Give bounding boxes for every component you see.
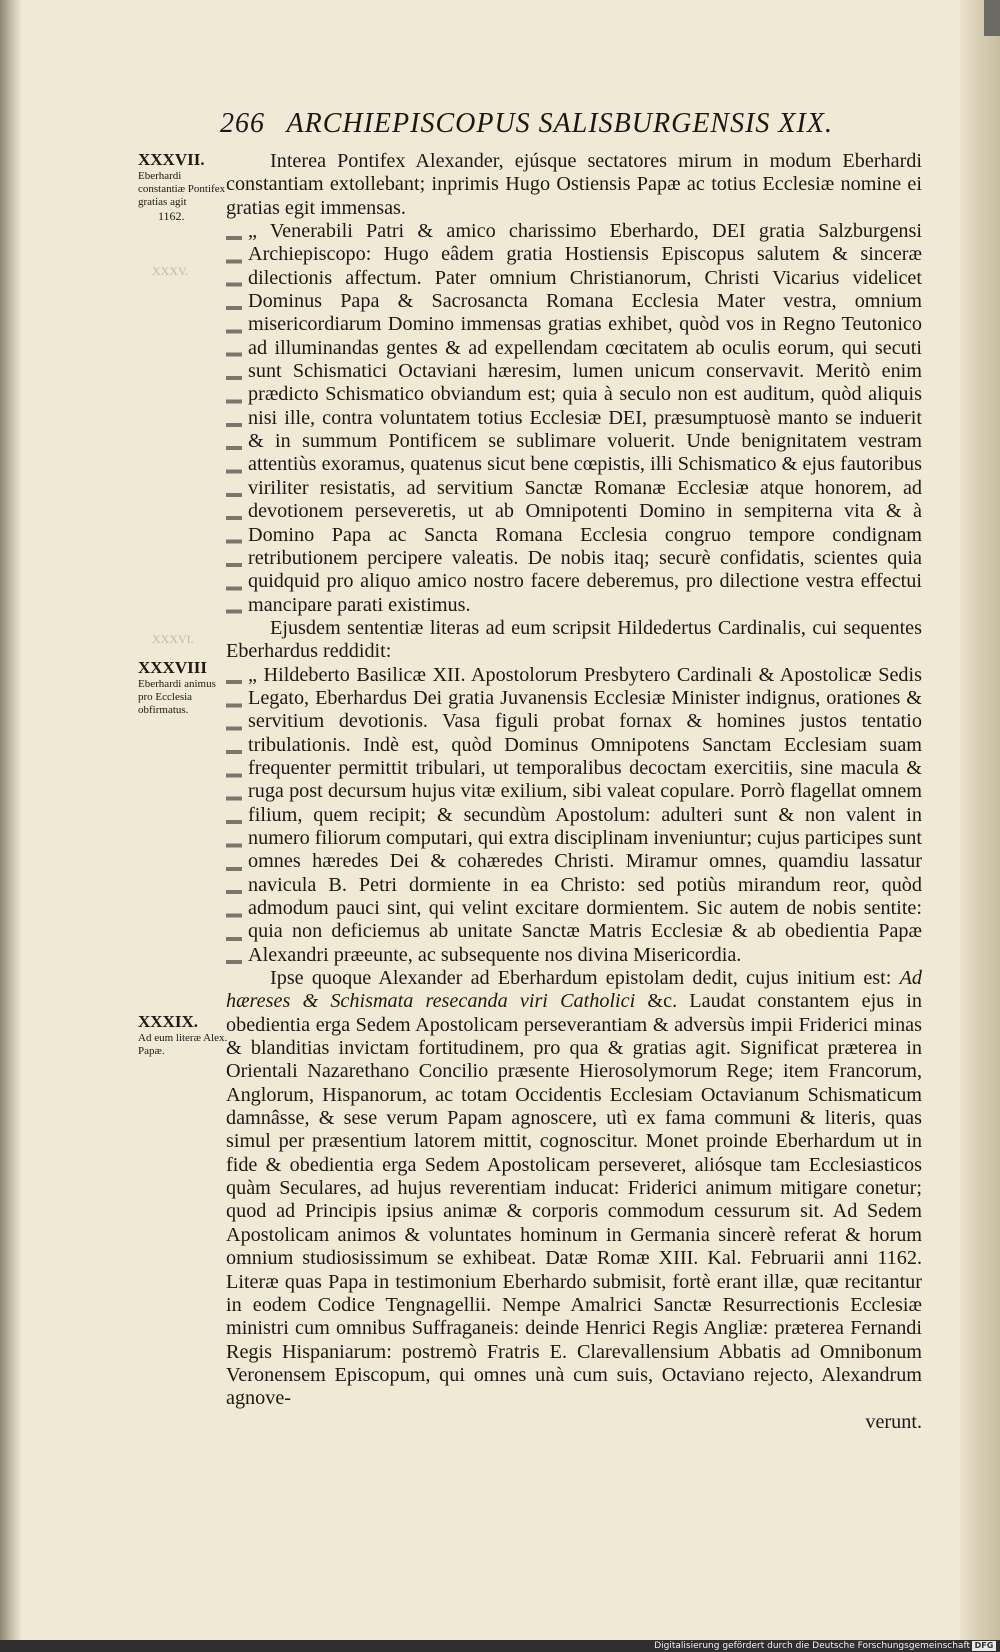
running-title: ARCHIEPISCOPUS SALISBURGENSIS XIX. [286, 108, 833, 139]
paragraph: Ejusdem sententiæ literas ad eum scripsit Hildedertus Cardinalis, cui sequentes Eberhardus reddidit: [226, 616, 922, 663]
dfg-logo: DFG [972, 1641, 996, 1651]
margin-summary: Ad eum literæ Alex. Papæ. [138, 1032, 228, 1057]
margin-summary: Eberhardi animus pro Ecclesia obfirmatus. [138, 678, 216, 716]
margin-note-39 [138, 1012, 230, 1058]
quoted-letter: „ Hildeberto Basilicæ XII. Apostolorum Presbytero Cardinali & Apostolicæ Sedis Legato, Eberhardus Dei gratia Juvanensis Ecclesiæ Minister indignus, orationes & servitium devotionis. Vasa figuli probat fornax & homines justos tentatio tribulationis. Indè est, quòd Dominus Omnipotens Sanctam Ecclesiam suam frequenter permittit tribulari, ut temporalibus decoctam exercitiis, sine macula & ruga post decursum hujus vitæ exilium, sibi valeat copulare. Porrò flagellat omnem filium, quem recipit; & secundùm Apostolum: adulteri sunt & non valent in numero filiorum computari, qui extra disciplinam inveniuntur; cujus participes sunt omnes hæredes Dei & cohæredes Christi. Miramur omnes, quamdiu lassatur navicula B. Petri dormiente in ea Christo: sed potiùs mirandum reor, quòd admodum pauci sint, qui velint excitare dormientem. Sic autem de nobis sentite: quia non deficiemus ab unitate Sanctæ Matris Ecclesiæ & ab obedientia Papæ Alexandri præeunte, ac subsequente nos divina Misericordia. [226, 664, 922, 967]
section-number: XXXIX. [138, 1012, 198, 1031]
text-run: Ipse quoque Alexander ad Eberhardum epistolam dedit, cujus initium est: [270, 967, 892, 990]
running-header [220, 108, 900, 140]
margin-note-37 [138, 150, 230, 224]
scan-tab-marker [984, 0, 1000, 36]
bleed-through-text: XXXV. [152, 264, 189, 278]
margin-summary: Eberhardi constantiæ Pontifex gratias agit [138, 170, 226, 208]
bleed-through-text: XXXVI. [152, 632, 194, 646]
footer-bar [0, 1640, 1000, 1652]
section-number: XXXVII. [138, 150, 205, 169]
italic-incipit: Ad hæreses & Schismata resecanda viri Catholici [226, 967, 922, 1013]
paragraph: Interea Pontifex Alexander, ejúsque sectatores mirum in modum Eberhardi constantiam extollebant; inprimis Hugo Ostiensis Papæ ac totius Ecclesiæ nomine ei gratias egit immensas. [226, 150, 922, 219]
margin-year: 1162. [158, 209, 185, 223]
line-end: verunt. [865, 1410, 922, 1433]
section-number: XXXVIII [138, 658, 207, 677]
body-text [226, 150, 922, 1434]
binding-shadow [0, 0, 22, 1640]
margin-note-38 [138, 658, 230, 717]
page-edge [960, 0, 1000, 1640]
quoted-letter: „ Venerabili Patri & amico charissimo Eberhardo, DEI gratia Salzburgensi Archiepiscopo: Hugo eâdem gratia Hostiensis Episcopus salutem & sinceræ dilectionis affectum. Pater omnium Christianorum, Christi Vicarius videlicet Dominus Papa & Sacrosancta Romana Ecclesia Mater vestra, omnium misericordiarum Domino immensas gratias exhibet, quòd vos in Regno Teutonico ad illuminandas gentes & ad expellendam cœcitatem ab oculis eorum, qui secuti sunt Schismatici Octaviani hæresim, lumen unicum conservavit. Meritò enim prædicto Schismatico obviandum est; quia à seculo non est auditum, quòd aliquis nisi ille, contra voluntatem totius Ecclesiæ DEI, præsumptuosè manto se induerit & in summum Pontificem se sublimare voluerit. Unde benignitatem vestram attentiùs exoramus, quatenus sicut bene cœpistis, illi Schismatico & ejus fautoribus viriliter resistatis, ad servitium Sanctæ Romanæ Ecclesiæ atque honorem, ad devotionem perseveretis, ut ab Omnipotenti Domino in sempiterna vita & à Domino Papa ac Sancta Romana Ecclesia congruo tempore condignam retributionem percipere valeatis. De nobis itaq; securè confidatis, scientes quia quidquid pro aliquo amico nostro facere deberemus, pro dilectione vestra effectui mancipare parati existimus. [226, 220, 922, 617]
page-number: 266 [220, 108, 265, 139]
paragraph [226, 967, 922, 1411]
text-run: &c. Laudat constantem ejus in obedientia erga Sedem Apostolicam perseverantiam & adversùs impii Friderici minas & blanditias invictam fortitudinem, pro qua & gratias agit. Significat præterea in Orientali Nazarethano Concilio præsente Hierosolymorum Rege; item Francorum, Anglorum, Hispanorum, ac totam Occidentis Ecclesiam Octavianum Schismaticum damnâsse, & sese verum Papam agnoscere, utì ex fama communi & literis, quas simul per præsentium latorem mittit, cognoscitur. Monet proinde Eberhardum ut in fide & obedientia erga Sedem Apostolicam perseveret, aliósque tam Ecclesiasticos quàm Seculares, ad hujus reverentiam inducat: Friderici animum mitigare conetur; quod ad Principis ipsius animæ & corporis commodum cessurum sit. Ad Sedem Apostolicam animos & voluntates hominum in Germania sincerè referat & horum omnium studiosissimum se exhibeat. Datæ Romæ XIII. Kal. Februarii anni 1162. Literæ quas Papa in testimonium Eberhardo submisit, fortè erant illæ, quæ recitantur in eodem Codice Tengnagellii. Nempe Amalrici Sanctæ Resurrectionis Ecclesiæ ministri cum omnibus Suffraganeis: deinde Henrici Regis Angliæ: præterea Fernandi Regis Hispaniarum: postremò Fratris E. Clarevallensium Abbatis ad Omnibonum Veronensem Episcopum, qui omnes unà cum suis, Octaviano rejecto, Alexandrum agnove- [226, 990, 922, 1410]
funding-notice: Digitalisierung gefördert durch die Deutsche Forschungsgemeinschaft [654, 1641, 970, 1651]
